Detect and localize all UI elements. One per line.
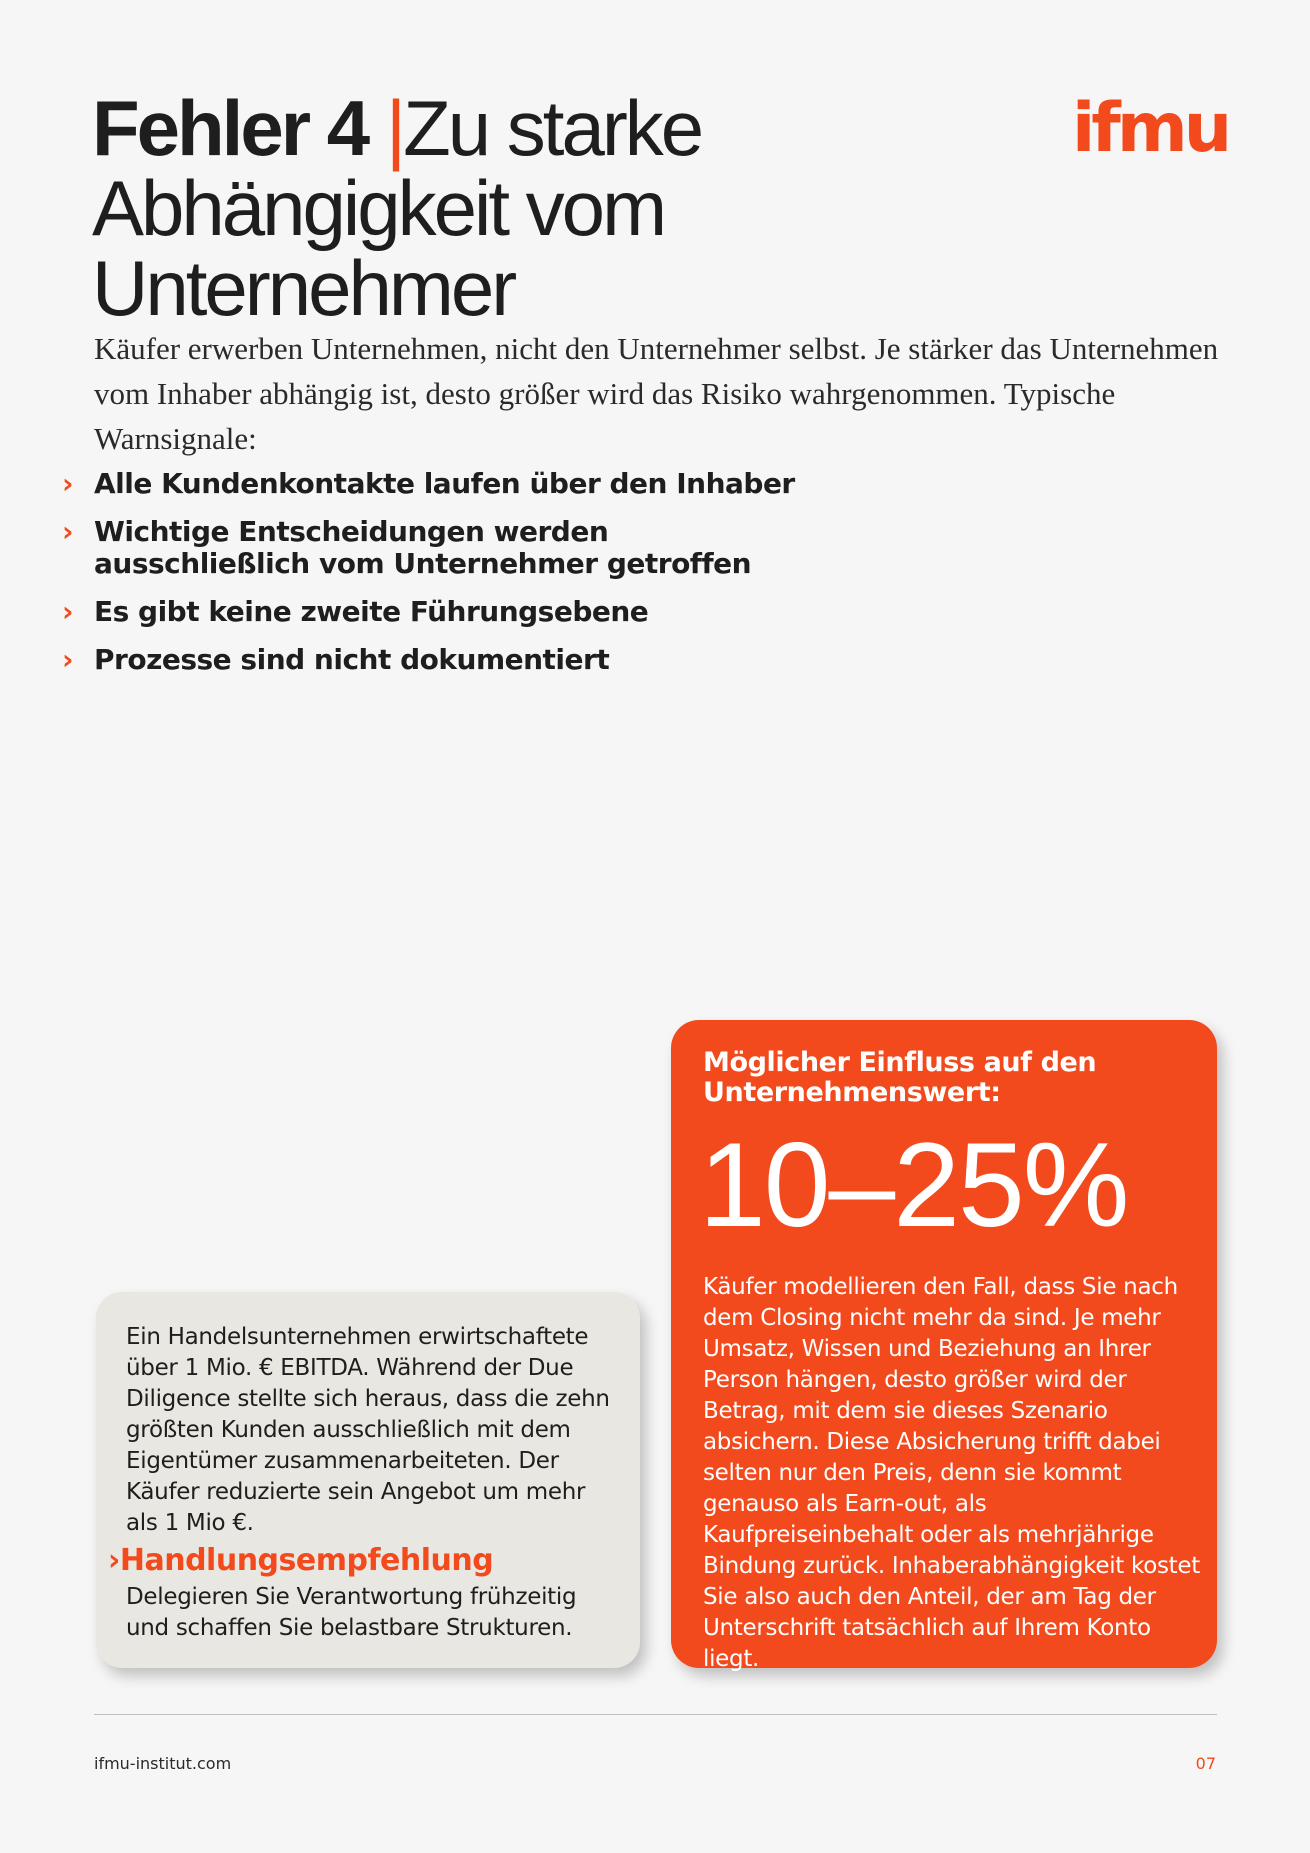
- chevron-right-icon: ›: [62, 595, 74, 628]
- list-item: [62, 468, 822, 500]
- list-item: [62, 644, 822, 676]
- title-bold: Fehler 4: [92, 84, 368, 172]
- impact-text: Käufer modellieren den Fall, dass Sie nach dem Closing nicht mehr da sind. Je mehr Umsatz, Wissen und Beziehung an Ihrer Person hängen, desto größer wird der Betrag, mit dem sie dieses Szenario absichern. Diese Absicherung trifft dabei selten nur den Preis, denn sie kommt genauso als Earn-out, als Kaufpreiseinbehalt oder als mehrjährige Bindung zurück. Inhaberabhängigkeit kostet Sie also auch den Anteil, der am Tag der Unterschrift tatsächlich auf Ihrem Konto liegt.: [703, 1274, 1200, 1672]
- page-title: [92, 84, 1092, 332]
- warning-text: Es gibt keine zweite Führungsebene: [94, 595, 649, 628]
- recommendation-heading-text: Handlungsempfehlung: [119, 1543, 494, 1578]
- chevron-right-icon: ›: [62, 467, 74, 500]
- chevron-right-icon: ›: [62, 515, 74, 548]
- case-study-text: Ein Handelsunternehmen erwirtschaftete über 1 Mio. € EBITDA. Während der Due Diligence stellte sich heraus, dass die zehn größten Kunden ausschließlich mit dem Eigentümer zusammenarbeiteten. Der Käufer reduzierte sein Angebot um mehr als 1 Mio €.: [126, 1324, 610, 1536]
- list-item: [62, 596, 822, 628]
- impact-box: [671, 1020, 1217, 1672]
- warning-signal-list: [62, 468, 822, 692]
- list-item: [62, 516, 822, 580]
- footer-divider: [94, 1714, 1217, 1715]
- page-number: 07: [1195, 1754, 1216, 1773]
- title-line2: Abhängigkeit vom Unternehmer: [92, 164, 665, 332]
- warning-text: Alle Kundenkontakte laufen über den Inhaber: [94, 467, 795, 500]
- title-separator: |: [385, 84, 404, 172]
- footer-url: ifmu-institut.com: [94, 1754, 232, 1773]
- title-line1-rest: Zu starke: [403, 84, 702, 172]
- warning-text: Wichtige Entscheidungen werden ausschließlich vom Unternehmer getroffen: [94, 515, 752, 580]
- warning-text: Prozesse sind nicht dokumentiert: [94, 643, 610, 676]
- recommendation-heading: [108, 1544, 628, 1578]
- recommendation-text: Delegieren Sie Verantwortung frühzeitig und schaffen Sie belastbare Strukturen.: [126, 1584, 577, 1641]
- impact-value: 10–25%: [699, 1118, 1128, 1252]
- intro-paragraph: Käufer erwerben Unternehmen, nicht den Unternehmer selbst. Je stärker das Unternehmen vom Inhaber abhängig ist, desto größer wird das Risiko wahrgenommen. Typische Warnsignale:: [94, 331, 1219, 456]
- chevron-right-icon: ›: [108, 1543, 120, 1578]
- chevron-right-icon: ›: [62, 643, 74, 676]
- ifmu-logo: ifmu: [1072, 89, 1229, 168]
- case-study-box: [96, 1292, 640, 1668]
- impact-heading: Möglicher Einfluss auf den Unternehmenswert:: [703, 1047, 1097, 1108]
